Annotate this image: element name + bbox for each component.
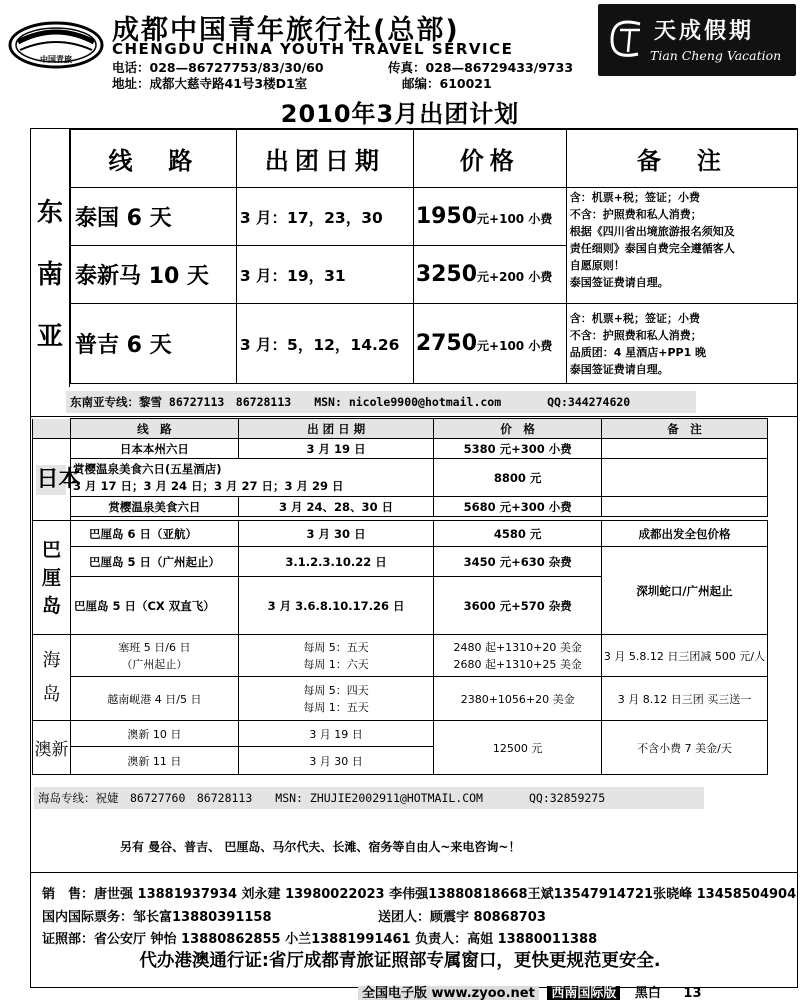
dates-text: 每周 1：五天 <box>303 700 369 714</box>
note-cell <box>602 459 768 497</box>
header <box>0 0 800 92</box>
head-note: 备 注 <box>602 419 768 439</box>
route-cell-wide <box>70 459 433 497</box>
route-cell: 赏樱温泉美食六日 <box>70 497 238 517</box>
brand-english: Tian Cheng Vacation <box>650 48 782 63</box>
region-island <box>33 635 71 721</box>
sea-head-dates: 出团日期 <box>236 130 413 188</box>
dates-cell: 3 月 30 日 <box>238 747 434 775</box>
table-row <box>71 304 798 384</box>
route-cell: 泰新马 10 天 <box>71 246 237 304</box>
table-row <box>33 497 768 517</box>
section-badge: 西南国际版 <box>547 986 620 1000</box>
postcode-text: 邮编：610021 <box>402 76 492 91</box>
price-cell: 5680 元+300 小费 <box>434 497 602 517</box>
region-island-text: 海岛 <box>42 649 61 705</box>
edition-text: 全国电子版 www.zyoo.net <box>358 986 539 1000</box>
dates-cell: 3 月 19 日 <box>238 721 434 747</box>
dates-cell <box>238 635 434 677</box>
island-contact-line: 海岛专线：祝婕 86727760 86728113 MSN: ZHUJIE2002911@HOTMAIL.COM QQ:32859275 <box>34 787 704 809</box>
dates-cell: 3 月：19，31 <box>236 246 413 304</box>
route-cell: 越南岘港 4 日/5 日 <box>70 677 238 721</box>
note-line: 含：机票+税；签证；小费 <box>569 191 700 204</box>
head-route: 线 路 <box>70 419 238 439</box>
head-blank <box>33 419 71 439</box>
price-unit: 元+200 小费 <box>477 270 553 284</box>
page-number: 13 <box>683 986 702 1000</box>
route-subtext: （广州起止） <box>121 657 188 671</box>
dates-cell: 3 月 30 日 <box>238 521 434 547</box>
sea-head-note: 备 注 <box>566 130 797 188</box>
region-aunz: 澳新 <box>33 721 71 775</box>
region-japan <box>33 439 81 521</box>
dates-cell: 3 月：5，12，14.26 <box>236 304 413 384</box>
price-cell <box>413 246 566 304</box>
table-row <box>33 721 768 747</box>
route-cell <box>70 635 238 677</box>
price-cell: 3600 元+570 杂费 <box>434 577 602 635</box>
price-value: 1950 <box>415 204 478 229</box>
company-name: 成都中国青年旅行社(总部) <box>112 15 460 46</box>
price-unit: 元+100 小费 <box>477 212 553 226</box>
fax-text: 传真：028—86729433/9733 <box>388 60 574 75</box>
route-cell: 巴厘岛 6 日（亚航） <box>70 521 238 547</box>
table-row <box>33 547 768 577</box>
sales-contacts: 销 售：唐世强 13881937934 刘永建 13980022023 李伟强13880818668王斌13547914721张晓峰 13458504904 <box>42 887 797 902</box>
price-cell: 12500 元 <box>434 721 602 775</box>
price-value: 3250 <box>415 262 478 287</box>
price-value: 2750 <box>415 331 478 356</box>
cyts-logo-icon <box>8 18 104 72</box>
sea-table <box>70 129 798 384</box>
divider <box>30 872 798 873</box>
dates-cell: 3 月 3.6.8.10.17.26 日 <box>238 577 434 635</box>
page-title: 2010年3月出团计划 <box>280 100 520 128</box>
note-line: 不含：护照费和私人消费； <box>569 208 702 221</box>
slogan: 代办港澳通行证:省厅成都青旅证照部专属窗口，更快更规范更安全. <box>139 951 661 971</box>
price-cell: 4580 元 <box>434 521 602 547</box>
dates-cell: 3.1.2.3.10.22 日 <box>238 547 434 577</box>
price-cell <box>434 635 602 677</box>
routes-table <box>32 418 768 775</box>
brand-chinese: 天成假期 <box>654 19 755 44</box>
extra-info: 另有 曼谷、普吉、 巴厘岛、马尔代夫、长滩、宿务等自由人~来电咨询~！ <box>120 840 521 854</box>
note-line: 责任细则》泰国自费完全遵循客人 <box>569 242 735 255</box>
edition-bar <box>358 982 702 998</box>
sea-head-price: 价格 <box>413 130 566 188</box>
price-unit: 元+100 小费 <box>477 339 553 353</box>
head-dates: 出 团 日 期 <box>238 419 434 439</box>
sea-note-1 <box>566 188 797 304</box>
svg-text:中国青旅: 中国青旅 <box>40 55 72 64</box>
region-japan-text: 日本 <box>36 465 66 495</box>
route-cell: 普吉 6 天 <box>71 304 237 384</box>
note-line: 根据《四川省出境旅游报名须知及 <box>569 225 735 238</box>
note-line: 品质团：4 星酒店+PP1 晚 <box>569 346 707 359</box>
tiancheng-brand-badge <box>598 4 796 76</box>
dates-text: 每周 1：六天 <box>303 657 369 671</box>
phone-text: 电话：028—86727753/83/30/60 <box>112 60 324 75</box>
price-cell <box>413 188 566 246</box>
region-sea-label <box>33 182 67 368</box>
color-mode: 黑白 <box>634 986 661 1000</box>
note-cell: 成都出发全包价格 <box>602 521 768 547</box>
note-line: 含：机票+税；签证；小费 <box>569 312 700 325</box>
price-cell <box>413 304 566 384</box>
table-row <box>33 521 768 547</box>
dates-cell: 3 月 24、28、30 日 <box>238 497 434 517</box>
sea-note-2 <box>566 304 797 384</box>
route-cell: 澳新 11 日 <box>70 747 238 775</box>
price-cell: 2380+1056+20 美金 <box>434 677 602 721</box>
note-line: 自愿原则！ <box>569 259 625 272</box>
note-line: 泰国签证费请自理。 <box>569 363 669 376</box>
sender-contact: 送团人：顾震宇 80868703 <box>378 910 546 925</box>
price-text: 2480 起+1310+20 美金 <box>453 640 582 654</box>
region-bali-text: 巴厘岛 <box>41 538 61 617</box>
region-bali <box>33 521 71 635</box>
table-row <box>33 439 768 459</box>
table-row <box>33 677 768 721</box>
note-cell: 不含小费 7 美金/天 <box>602 721 768 775</box>
route-cell: 日本本州六日 <box>70 439 238 459</box>
price-cell: 8800 元 <box>434 459 602 497</box>
note-line: 不含：护照费和私人消费； <box>569 329 702 342</box>
address-text: 地址：成都大慈寺路41号3楼D1室 <box>112 76 308 91</box>
visa-contact: 证照部：省公安厅 钟怡 13880862855 小兰13881991461 负责人：高姐 13880011388 <box>42 932 598 947</box>
route-text: 赏樱温泉美食六日(五星酒店) <box>72 461 222 476</box>
route-cell: 澳新 10 日 <box>70 721 238 747</box>
sea-head-route: 线 路 <box>71 130 237 188</box>
route-cell: 巴厘岛 5 日（广州起止） <box>70 547 238 577</box>
dates-cell: 3 月：17，23，30 <box>236 188 413 246</box>
price-text: 2680 起+1310+25 美金 <box>453 657 582 671</box>
note-line: 泰国签证费请自理。 <box>569 276 669 289</box>
sea-contact-line: 东南亚专线：黎雪 86727113 86728113 MSN: nicole9900@hotmail.com QQ:344274620 <box>66 391 696 413</box>
divider <box>30 416 798 417</box>
region-sea-text: 东南亚 <box>36 198 63 352</box>
dates-cell: 3 月 19 日 <box>238 439 434 459</box>
route-dates-text: 3 月 17 日；3 月 24 日；3 月 27 日；3 月 29 日 <box>72 478 344 493</box>
dates-cell <box>238 677 434 721</box>
table-header-row <box>33 419 768 439</box>
note-cell <box>602 439 768 459</box>
price-cell: 3450 元+630 杂费 <box>434 547 602 577</box>
note-cell: 3 月 8.12 日三团 买三送一 <box>602 677 768 721</box>
tiancheng-logo-icon <box>606 16 646 62</box>
note-cell: 深圳蛇口/广州起止 <box>602 547 768 635</box>
head-price: 价 格 <box>434 419 602 439</box>
route-cell: 巴厘岛 5 日（CX 双直飞） <box>70 577 238 635</box>
route-text: 塞班 5 日/6 日 <box>118 640 191 654</box>
route-cell: 泰国 6 天 <box>71 188 237 246</box>
note-cell <box>602 497 768 517</box>
table-row <box>33 635 768 677</box>
table-row <box>71 188 798 246</box>
dates-text: 每周 5：五天 <box>303 640 369 654</box>
dates-text: 每周 5：四天 <box>303 683 369 697</box>
ticket-contact: 国内国际票务：邹长富13880391158 <box>42 910 272 925</box>
note-cell: 3 月 5.8.12 日三团减 500 元/人 <box>602 635 768 677</box>
price-cell: 5380 元+300 小费 <box>434 439 602 459</box>
company-english-name: CHENGDU CHINA YOUTH TRAVEL SERVICE <box>112 40 514 58</box>
table-row <box>33 459 768 497</box>
